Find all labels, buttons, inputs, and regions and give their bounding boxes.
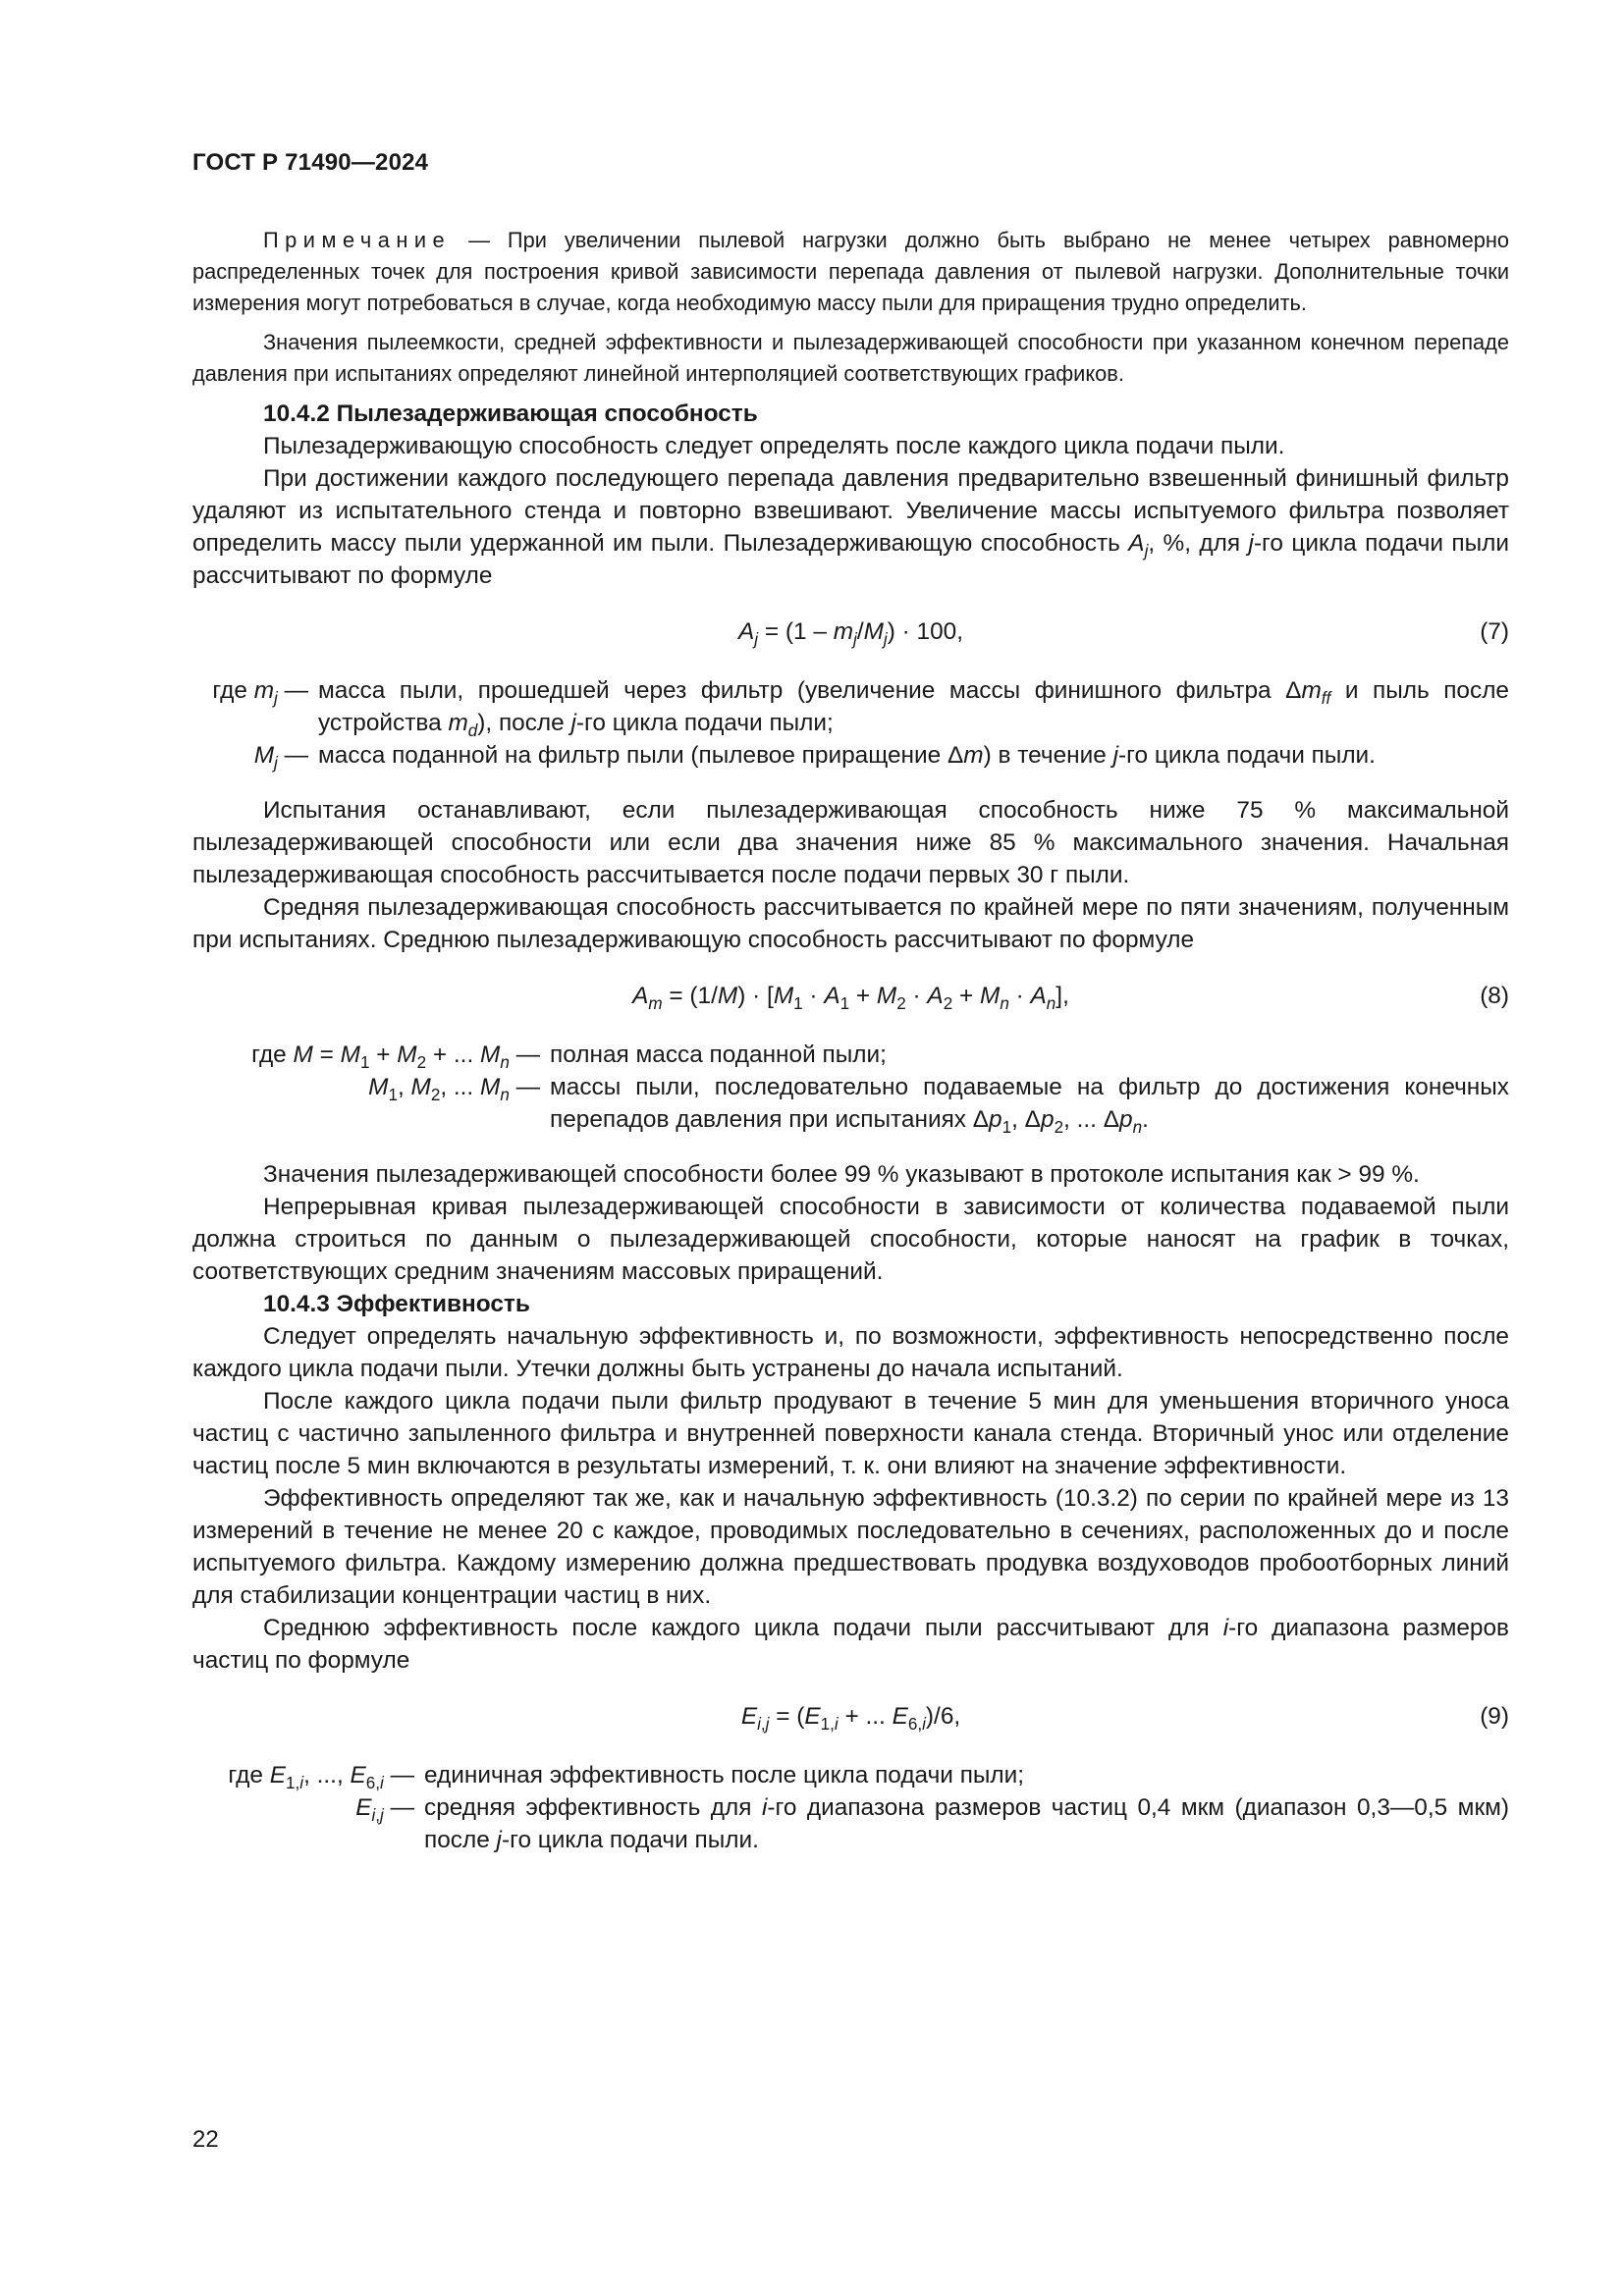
legend-symbol: $M_1$, $M_2$, ... $M_n$ — <box>368 1074 540 1104</box>
paragraph: Эффективность определяют так же, как и начальную эффективность (10.3.2) по серии по крайней мере из 13 измерений в течение не менее 20 с каждое, проводимых последовательно в сечениях, расположенных до и после испытуемого фильтра. Каждому измерению должна предшествовать продувка воздуховодов пробоотборных линий для стабилизации концентрации частиц в них. <box>192 1485 1509 1609</box>
legend-definition: средняя эффективность для i-го диапазона размеров частиц 0,4 мкм (диапазон 0,3—0,5 мкм) после j-го цикла подачи пыли. <box>424 1794 1510 1853</box>
legend-definition: массы пыли, последовательно подаваемые на фильтр до достижения конечных перепадов давления при испытаниях $\Delta p_1$, $\Delta p_2$, ... $\Delta p_n$. <box>550 1074 1509 1137</box>
note-text: — При увеличении пылевой нагрузки должно быть выбрано не менее четырех равномерно распределенных точек для построения кривой зависимости перепада давления от пылевой нагрузки. Дополнительные точки измерения могут потребоваться в случае, когда необходимую массу пыли для приращения трудно определить. <box>192 228 1509 315</box>
formula-number: (7) <box>1480 618 1509 645</box>
note-followup: Значения пылеемкости, средней эффективности и пылезадерживающей способности при указанном конечном перепаде давления при испытаниях определяют линейной интерполяцией соответствующих графиков. <box>192 330 1509 386</box>
formula-expression: $A_j = (1 - m_j/M_j) \cdot 100$, <box>738 618 963 649</box>
paragraph: Испытания останавливают, если пылезадерживающая способность ниже 75 % максимальной пылезадерживающей способности или если два значения ниже 85 % максимального значения. Начальная пылезадерживающая способность рассчитывается после подачи первых 30 г пыли. <box>192 797 1509 888</box>
legend-symbol: где $E_{1,i}$, ..., $E_{6,i}$ — <box>228 1762 414 1792</box>
legend-symbol: где $M = M_1 + M_2$ + ... $M_n$ — <box>251 1041 540 1072</box>
note-paragraph <box>192 225 1509 319</box>
paragraph: Непрерывная кривая пылезадерживающей способности в зависимости от количества подаваемой пыли должна строиться по данным о пылезадерживающей способности, которые наносят на график в точках, соответствующих средним значениям массовых приращений. <box>192 1194 1509 1285</box>
page-content <box>192 225 1509 1856</box>
paragraph: Среднюю эффективность после каждого цикла подачи пыли рассчитывают для i-го диапазона размеров частиц по формуле <box>192 1615 1509 1674</box>
formula-7-legend <box>192 674 1509 772</box>
page-number: 22 <box>192 2126 219 2153</box>
formula-expression: $E_{i,j} = (E_{1,i}$ + ... $E_{6,i})/6$, <box>740 1703 961 1734</box>
formula-8-legend <box>192 1039 1509 1136</box>
legend-symbol: где $m_j$ — <box>212 677 308 708</box>
formula-8 <box>192 956 1509 1039</box>
legend-symbol: $E_{i,j}$ — <box>355 1794 414 1825</box>
paragraph: После каждого цикла подачи пыли фильтр продувают в течение 5 мин для уменьшения вторичного уноса частиц с частично запыленного фильтра и внутренней поверхности канала стенда. Вторичный унос или отделение частиц после 5 мин включаются в результаты измерений, т. к. они влияют на значение эффективности. <box>192 1388 1509 1479</box>
formula-7 <box>192 592 1509 674</box>
formula-number: (9) <box>1480 1703 1509 1730</box>
legend-symbol: $M_j$ — <box>253 742 308 773</box>
note-label: Примечание <box>263 228 452 252</box>
formula-9-legend <box>192 1759 1509 1856</box>
section-heading-10-4-2: 10.4.2 Пылезадерживающая способность <box>263 400 758 427</box>
paragraph: Средняя пылезадерживающая способность рассчитывается по крайней мере по пяти значениям, полученным при испытаниях. Среднюю пылезадерживающую способность рассчитывают по формуле <box>192 894 1509 953</box>
section-heading-10-4-3: 10.4.3 Эффективность <box>263 1291 530 1317</box>
paragraph: Значения пылезадерживающей способности более 99 % указывают в протоколе испытания как > 99 %. <box>263 1161 1420 1188</box>
formula-number: (8) <box>1480 983 1509 1009</box>
document-code: ГОСТ Р 71490—2024 <box>192 149 429 176</box>
legend-definition: масса пыли, прошедшей через фильтр (увеличение массы финишного фильтра $\Delta m_{ff}$ и пыль после устройства $m_d$), после j-го цикла подачи пыли; <box>318 677 1509 740</box>
paragraph: Пылезадерживающую способность следует определять после каждого цикла подачи пыли. <box>263 433 1285 459</box>
formula-9 <box>192 1677 1509 1759</box>
paragraph: Следует определять начальную эффективность и, по возможности, эффективность непосредственно после каждого цикла подачи пыли. Утечки должны быть устранены до начала испытаний. <box>192 1323 1509 1382</box>
formula-expression: $A_m = (1/M) \cdot [M_1 \cdot A_1 + M_2 \cdot A_2 + M_n \cdot A_n]$, <box>632 983 1069 1013</box>
legend-definition: единичная эффективность после цикла подачи пыли; <box>424 1762 1025 1789</box>
legend-definition: масса поданной на фильтр пыли (пылевое приращение Δm) в течение j-го цикла подачи пыли. <box>318 742 1376 769</box>
paragraph: При достижении каждого последующего перепада давления предварительно взвешенный финишный фильтр удаляют из испытательного стенда и повторно взвешивают. Увеличение массы испытуемого фильтра позволяет определить массу пыли удержанной им пыли. Пылезадерживающую способность $A_j$, %, для j-го цикла подачи пыли рассчитывают по формуле <box>192 465 1509 589</box>
legend-definition: полная масса поданной пыли; <box>550 1041 887 1068</box>
